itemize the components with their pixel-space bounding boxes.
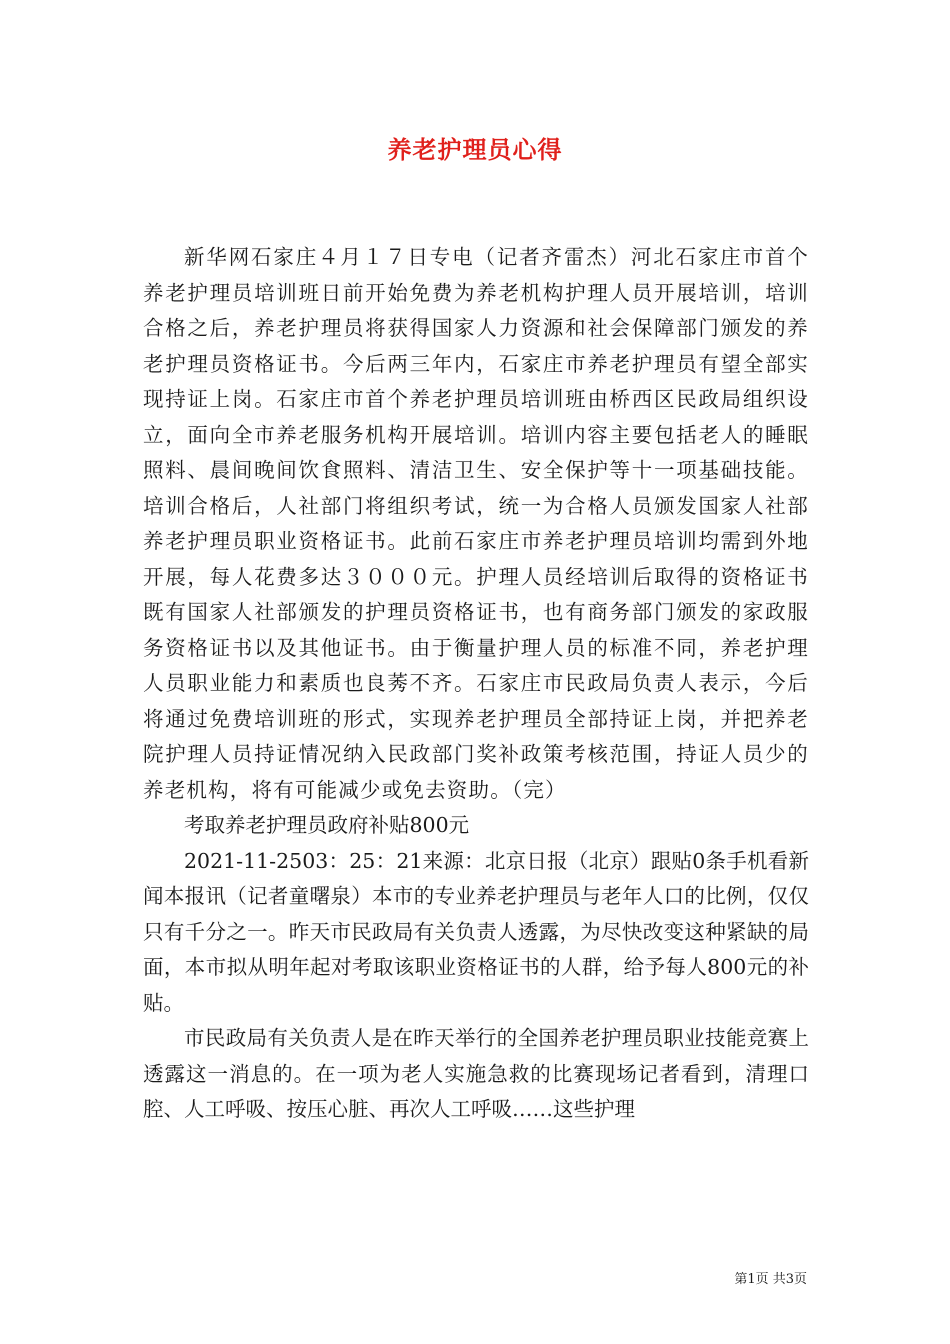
paragraph-competition: 市民政局有关负责人是在昨天举行的全国养老护理员职业技能竞赛上透露这一消息的。在一项为老人实施急救的比赛现场记者看到，清理口腔、人工呼吸、按压心脏、再次人工呼吸……这些护理 xyxy=(143,1026,809,1121)
document-title: 养老护理员心得 xyxy=(387,135,563,164)
paragraph-beijing-report: 2021-11-2503：25：21来源：北京日报（北京）跟贴0条手机看新闻本报讯（记者童曙泉）本市的专业养老护理员与老年人口的比例，仅仅只有千分之一。昨天市民政局有关负责人透露，为尽快改变这种紧缺的局面，本市拟从明年起对考取该职业资格证书的人群，给予每人800元的补贴。 xyxy=(143,848,809,1015)
page-number: 第1页 共3页 xyxy=(734,1272,807,1287)
document-body xyxy=(143,240,809,1128)
paragraph-news-report: 新华网石家庄４月１７日专电（记者齐雷杰）河北石家庄市首个养老护理员培训班日前开始免费为养老机构护理人员开展培训，培训合格之后，养老护理员将获得国家人力资源和社会保障部门颁发的养老护理员资格证书。今后两三年内，石家庄市养老护理员有望全部实现持证上岗。石家庄市首个养老护理员培训班由桥西区民政局组织设立，面向全市养老服务机构开展培训。培训内容主要包括老人的睡眠照料、晨间晚间饮食照料、清洁卫生、安全保护等十一项基础技能。培训合格后，人社部门将组织考试，统一为合格人员颁发国家人社部养老护理员职业资格证书。此前石家庄市养老护理员培训均需到外地开展，每人花费多达３０００元。护理人员经培训后取得的资格证书既有国家人社部颁发的护理员资格证书，也有商务部门颁发的家政服务资格证书以及其他证书。由于衡量护理人员的标准不同，养老护理人员职业能力和素质也良莠不齐。石家庄市民政局负责人表示，今后将通过免费培训班的形式，实现养老护理员全部持证上岗，并把养老院护理人员持证情况纳入民政部门奖补政策考核范围，持证人员少的养老机构，将有可能减少或免去资助。（完） xyxy=(143,245,809,802)
paragraph-subheading: 考取养老护理员政府补贴800元 xyxy=(184,813,470,837)
